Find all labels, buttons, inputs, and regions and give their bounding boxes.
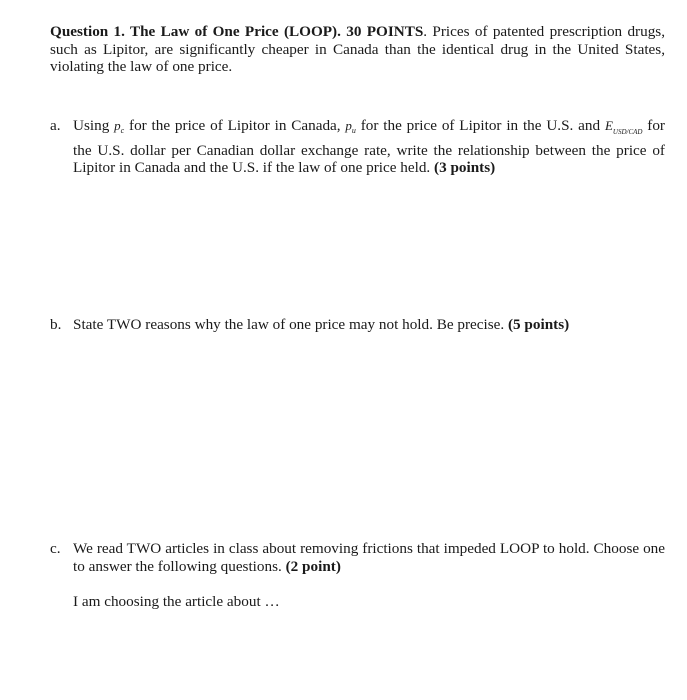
var-price-canada-sub: c (120, 126, 125, 135)
part-a-text (73, 117, 665, 177)
part-b-text (73, 316, 665, 334)
var-price-canada (114, 118, 124, 133)
var-exchange-rate (604, 118, 643, 136)
part-c-points: (2 point) (285, 557, 341, 575)
part-c-text (73, 540, 665, 575)
question-intro: . Prices of patented prescription drugs, such as Lipitor, are significantly cheaper in Canada than the identical drug in the United States, violating the law of one price. (50, 23, 665, 75)
part-c-answer-start: I am choosing the article about … (73, 593, 280, 610)
part-c-label: c. (50, 540, 61, 557)
part-c (50, 540, 665, 575)
var-exchange-rate-symbol: E (604, 118, 613, 133)
part-a-text-3: for the price of Lipitor in the U.S. and (355, 117, 605, 134)
var-price-us-symbol: p (345, 118, 352, 133)
part-a (50, 117, 665, 177)
part-b (50, 316, 665, 334)
var-exchange-rate-sub: USD/CAD (612, 128, 643, 136)
part-c-question: We read TWO articles in class about removing frictions that impeded LOOP to hold. Choose one to answer the following questions. (73, 540, 665, 575)
question-heading (50, 23, 665, 76)
part-b-label: b. (50, 316, 62, 333)
part-a-label: a. (50, 117, 61, 134)
question-title: Question 1. The Law of One Price (LOOP). 30 POINTS (50, 23, 424, 40)
part-b-points: (5 points) (507, 316, 570, 333)
part-a-text-2: for the price of Lipitor in Canada, (124, 117, 346, 134)
part-b-question: State TWO reasons why the law of one price may not hold. Be precise. (73, 316, 508, 333)
part-a-text-4: for the U.S. dollar per Canadian dollar exchange rate, write the relationship between the price of Lipitor in Canada and the U.S. if the law of one price held. (73, 117, 665, 176)
part-a-text-1: Using (73, 117, 115, 134)
var-price-us-sub: u (351, 126, 356, 135)
part-a-points: (3 points) (434, 159, 496, 176)
var-price-us (345, 118, 356, 133)
var-price-canada-symbol: p (114, 118, 121, 133)
